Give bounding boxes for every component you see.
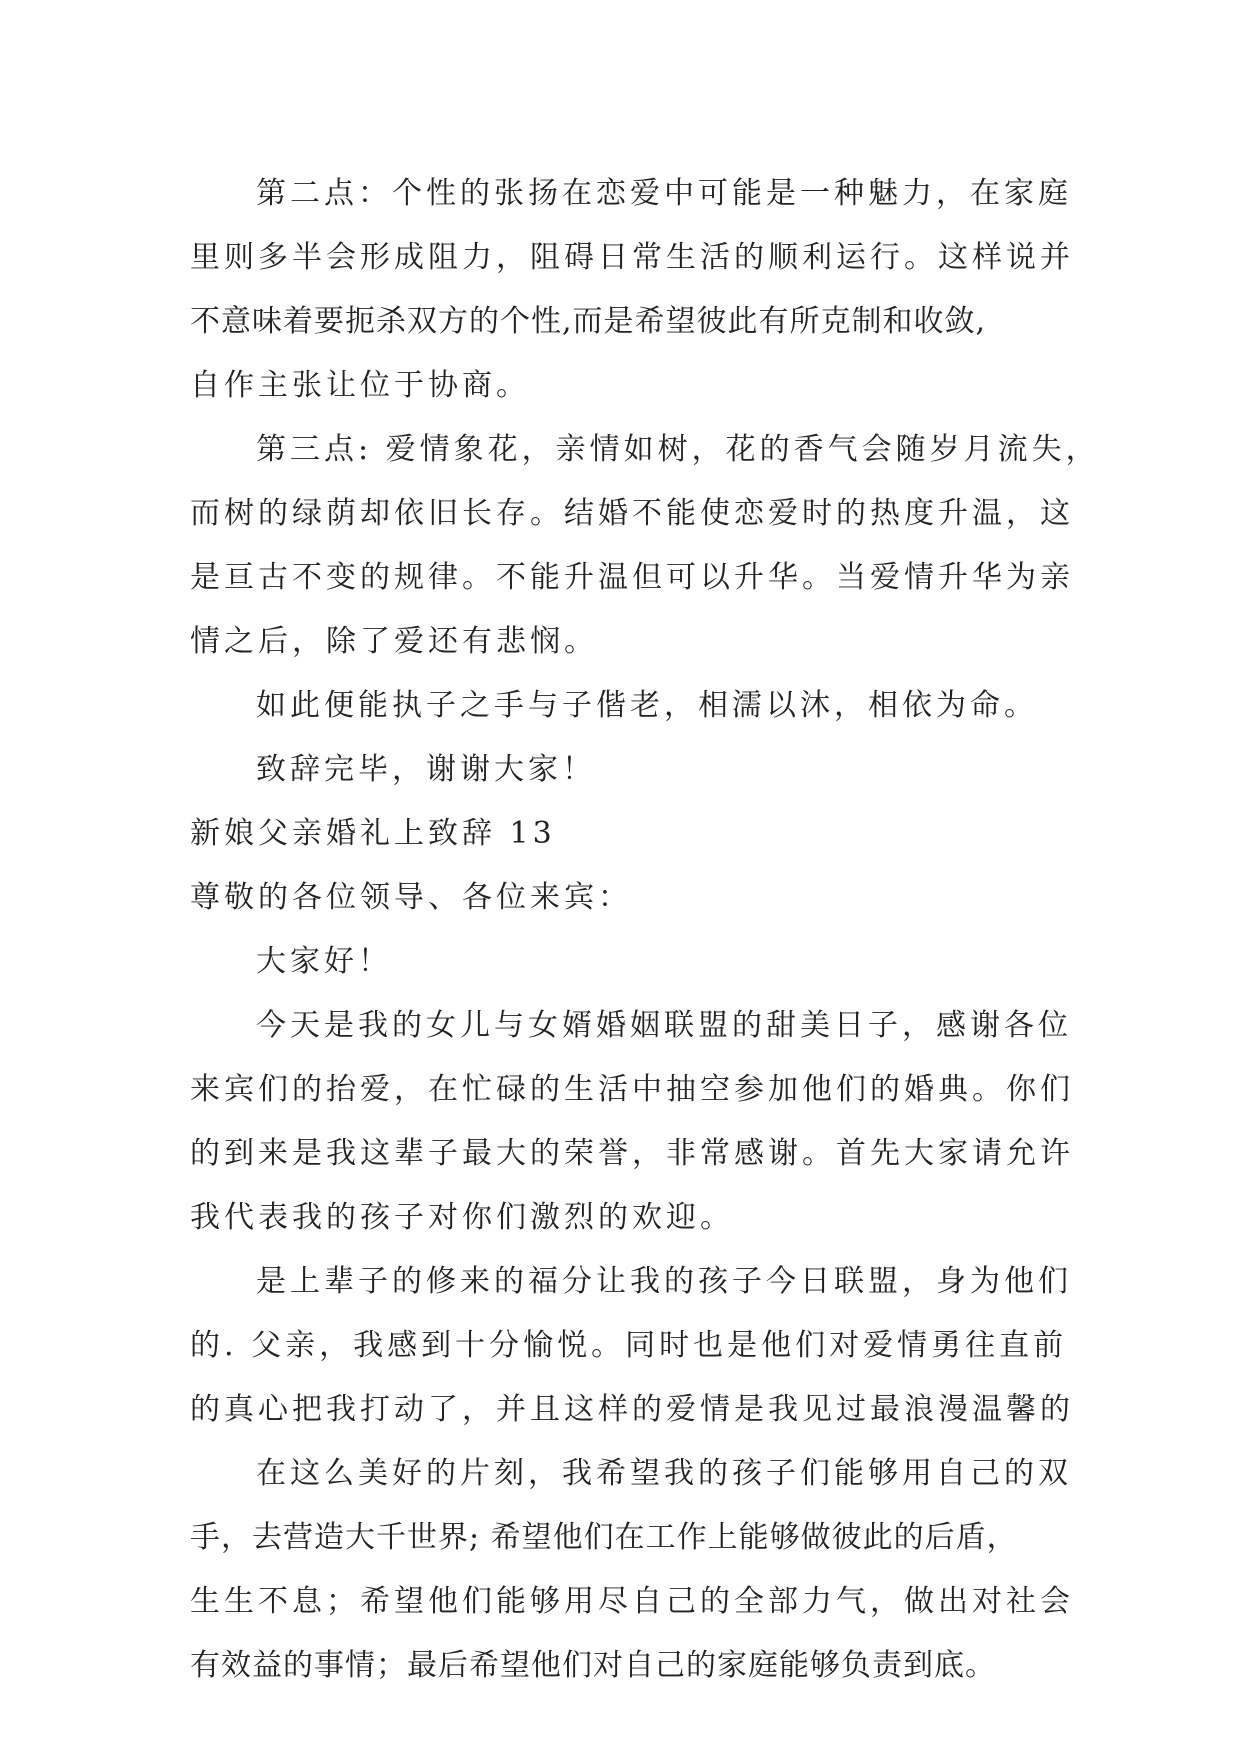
paragraph-line: 的真心把我打动了，并且这样的爱情是我见过最浪漫温馨的 <box>190 1392 1074 1427</box>
paragraph-line: 里则多半会形成阻力，阻碍日常生活的顺利运行。这样说并 <box>190 240 1074 275</box>
paragraph-line: 第二点：个性的张扬在恋爱中可能是一种魅力，在家庭 <box>256 176 1072 211</box>
paragraph-line: 自作主张让位于协商。 <box>190 368 530 403</box>
greeting: 大家好！ <box>256 944 392 979</box>
section-heading: 新娘父亲婚礼上致辞 13 <box>190 816 556 851</box>
paragraph-line: 今天是我的女儿与女婿婚姻联盟的甜美日子，感谢各位 <box>256 1008 1072 1043</box>
paragraph-line: 在这么美好的片刻，我希望我的孩子们能够用自己的双 <box>256 1456 1072 1491</box>
salutation: 尊敬的各位领导、各位来宾： <box>190 880 632 915</box>
paragraph-line: 是亘古不变的规律。不能升温但可以升华。当爱情升华为亲 <box>190 560 1074 595</box>
paragraph-line: 有效益的事情；最后希望他们对自己的家庭能够负责到底。 <box>190 1648 996 1683</box>
paragraph-line: 不意味着要扼杀双方的个性,而是希望彼此有所克制和收敛, <box>190 304 987 339</box>
paragraph-line: 如此便能执子之手与子偕老，相濡以沐，相依为命。 <box>256 688 1038 723</box>
paragraph-line: 生生不息；希望他们能够用尽自己的全部力气，做出对社会 <box>190 1584 1074 1619</box>
paragraph-line: 情之后，除了爱还有悲悯。 <box>190 624 598 659</box>
paragraph-line: 是上辈子的修来的福分让我的孩子今日联盟，身为他们 <box>256 1264 1072 1299</box>
paragraph-line: 我代表我的孩子对你们激烈的欢迎。 <box>190 1200 734 1235</box>
paragraph-line: 来宾们的抬爱，在忙碌的生活中抽空参加他们的婚典。你们 <box>190 1072 1074 1107</box>
paragraph-line: 致辞完毕，谢谢大家！ <box>256 752 596 787</box>
paragraph-line: 而树的绿荫却依旧长存。结婚不能使恋爱时的热度升温，这 <box>190 496 1074 531</box>
document-body <box>190 162 1100 1698</box>
paragraph-line: 手，去营造大千世界; 希望他们在工作上能够做彼此的后盾， <box>190 1520 1018 1555</box>
paragraph-line: 第三点: 爱情象花，亲情如树，花的香气会随岁月流失， <box>256 432 1100 467</box>
paragraph-line: 的到来是我这辈子最大的荣誉，非常感谢。首先大家请允许 <box>190 1136 1074 1171</box>
paragraph-line: 的. 父亲，我感到十分愉悦。同时也是他们对爱情勇往直前 <box>190 1328 1068 1363</box>
